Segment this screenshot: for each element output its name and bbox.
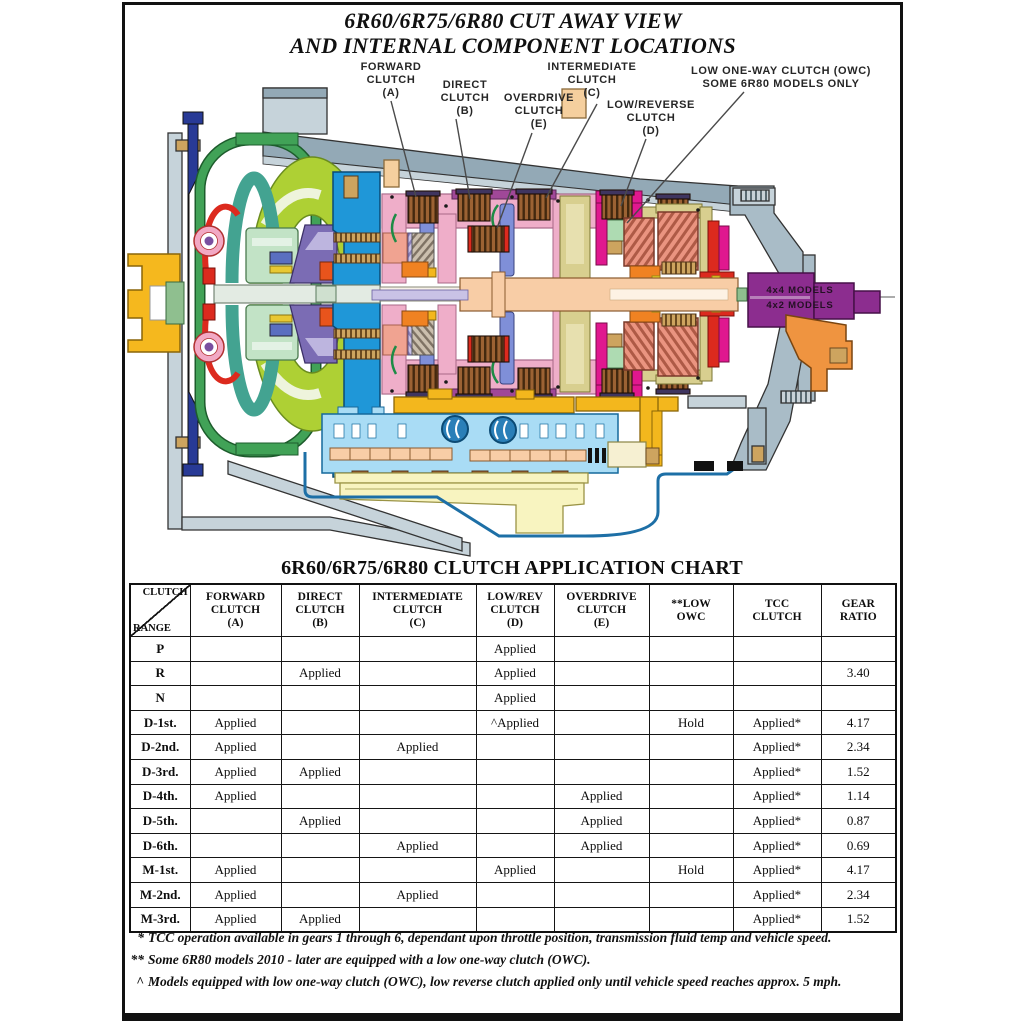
callout-line: FORWARD (360, 61, 422, 73)
application-cell: 1.52 (821, 759, 896, 784)
callout-intermediate (548, 61, 637, 100)
footnote-text: Some 6R80 models 2010 - later are equipped with a low one-way clutch (OWC). (148, 952, 591, 967)
application-cell (649, 784, 733, 809)
bracket-bushing (830, 348, 847, 363)
application-cell (649, 882, 733, 907)
footnote-line (126, 930, 904, 946)
application-cell: ^Applied (476, 710, 554, 735)
table-row (130, 882, 896, 907)
application-cell: Applied (476, 661, 554, 686)
application-cell (281, 784, 359, 809)
application-cell: Applied (190, 735, 281, 760)
application-cell (359, 784, 476, 809)
column-header: GEAR RATIO (821, 584, 896, 637)
callout-line: (A) (382, 87, 400, 99)
application-cell (281, 858, 359, 883)
column-header: FORWARD CLUTCH (A) (190, 584, 281, 637)
callout-line: CLUTCH (366, 74, 416, 86)
table-row (130, 809, 896, 834)
application-cell: Applied (281, 759, 359, 784)
footnote-marker: ** (130, 952, 144, 967)
application-cell (281, 833, 359, 858)
callout-line: DIRECT (442, 79, 488, 91)
application-cell: Applied (476, 686, 554, 711)
application-cell (190, 809, 281, 834)
application-cell (649, 809, 733, 834)
callout-line: SOME 6R80 MODELS ONLY (702, 78, 860, 90)
application-cell (649, 686, 733, 711)
table-row (130, 735, 896, 760)
footnote-line (126, 974, 904, 990)
application-cell: Applied (554, 833, 649, 858)
callout-line: LOW/REVERSE (607, 99, 695, 111)
application-cell: Applied (281, 661, 359, 686)
callout-line: CLUTCH (567, 74, 617, 86)
clutch-application-table (129, 583, 897, 933)
footnote-line (126, 952, 904, 968)
application-cell (476, 759, 554, 784)
table-row (130, 710, 896, 735)
application-cell: Applied (554, 809, 649, 834)
application-cell: Applied* (733, 784, 821, 809)
range-cell: D-5th. (130, 809, 190, 834)
application-cell (554, 759, 649, 784)
application-cell (359, 907, 476, 932)
callout-line: (D) (642, 125, 660, 137)
application-cell (281, 710, 359, 735)
application-cell: Applied (190, 907, 281, 932)
application-cell (649, 637, 733, 662)
chart-title: 6R60/6R75/6R80 CLUTCH APPLICATION CHART (281, 557, 743, 579)
application-cell (554, 858, 649, 883)
callout-owc (691, 65, 871, 91)
application-cell (649, 759, 733, 784)
oil-pan (335, 473, 588, 533)
table-row (130, 661, 896, 686)
range-cell: N (130, 686, 190, 711)
callout-line: CLUTCH (440, 92, 490, 104)
application-cell (359, 710, 476, 735)
application-cell: Applied* (733, 858, 821, 883)
callout-line: INTERMEDIATE (547, 61, 637, 73)
application-cell: 4.17 (821, 858, 896, 883)
application-cell (554, 710, 649, 735)
callout-low_reverse (607, 99, 695, 138)
range-cell: D-1st. (130, 710, 190, 735)
table-row (130, 907, 896, 932)
page-title-line2: AND INTERNAL COMPONENT LOCATIONS (290, 33, 736, 58)
range-cell: D-3rd. (130, 759, 190, 784)
callout-line: (E) (530, 118, 548, 130)
column-header: TCC CLUTCH (733, 584, 821, 637)
table-row (130, 784, 896, 809)
table-row (130, 637, 896, 662)
application-cell (554, 661, 649, 686)
footnote-marker: * (137, 930, 144, 945)
application-cell: 4.17 (821, 710, 896, 735)
callout-line: OVERDRIVE (503, 92, 575, 104)
application-cell (733, 661, 821, 686)
range-cell: D-4th. (130, 784, 190, 809)
application-cell (359, 858, 476, 883)
range-cell: M-1st. (130, 858, 190, 883)
callout-forward (361, 61, 422, 100)
flexplate-and-flange (128, 112, 203, 476)
application-cell (821, 637, 896, 662)
application-cell: Applied* (733, 759, 821, 784)
table-row (130, 833, 896, 858)
callout-line: (B) (456, 105, 474, 117)
application-cell (476, 784, 554, 809)
page-title-line1: 6R60/6R75/6R80 CUT AWAY VIEW (344, 8, 682, 33)
table-header-row (130, 584, 896, 637)
application-cell: Applied* (733, 735, 821, 760)
table-row (130, 858, 896, 883)
application-cell (554, 637, 649, 662)
application-cell (476, 882, 554, 907)
callout-line: (C) (583, 87, 601, 99)
application-cell: 1.52 (821, 907, 896, 932)
corner-cell (130, 584, 190, 637)
application-cell (733, 637, 821, 662)
range-cell: D-2nd. (130, 735, 190, 760)
application-cell (649, 735, 733, 760)
application-cell: Applied (281, 907, 359, 932)
application-cell: Applied (476, 858, 554, 883)
shaft-label-4x2: 4x2 MODELS (766, 300, 834, 311)
application-cell (190, 686, 281, 711)
application-cell (190, 661, 281, 686)
table-row (130, 759, 896, 784)
application-cell (359, 686, 476, 711)
application-cell (554, 907, 649, 932)
application-cell: 3.40 (821, 661, 896, 686)
callout-line: CLUTCH (514, 105, 564, 117)
application-cell: Applied (554, 784, 649, 809)
application-cell (359, 661, 476, 686)
application-cell (476, 809, 554, 834)
shaft-label-4x4: 4x4 MODELS (766, 285, 834, 296)
application-cell (190, 833, 281, 858)
application-cell: Applied (281, 809, 359, 834)
application-cell: 1.14 (821, 784, 896, 809)
footnote-text: Models equipped with low one-way clutch (OWC), low reverse clutch applied only until vehicle speed reaches approx. 5 mph. (148, 974, 842, 989)
application-cell: Applied* (733, 882, 821, 907)
callout-line: LOW ONE-WAY CLUTCH (OWC) (691, 65, 871, 77)
application-cell: Applied (190, 882, 281, 907)
page-title (133, 8, 893, 58)
application-cell: Applied* (733, 809, 821, 834)
application-cell (821, 686, 896, 711)
application-cell: Applied (359, 833, 476, 858)
callout-line: CLUTCH (626, 112, 676, 124)
application-cell: Applied (476, 637, 554, 662)
application-cell (476, 833, 554, 858)
application-cell: 2.34 (821, 882, 896, 907)
application-cell: Applied (359, 735, 476, 760)
range-cell: D-6th. (130, 833, 190, 858)
application-cell (359, 759, 476, 784)
callout-direct (441, 79, 490, 118)
application-cell (476, 735, 554, 760)
application-cell: Applied (190, 784, 281, 809)
application-cell (649, 833, 733, 858)
application-cell: 0.69 (821, 833, 896, 858)
application-cell: Hold (649, 858, 733, 883)
application-cell: Applied (190, 858, 281, 883)
application-cell (554, 882, 649, 907)
column-header: **LOW OWC (649, 584, 733, 637)
table-row (130, 686, 896, 711)
application-cell (649, 907, 733, 932)
range-cell: M-2nd. (130, 882, 190, 907)
column-header: OVERDRIVE CLUTCH (E) (554, 584, 649, 637)
application-cell (359, 809, 476, 834)
application-cell (359, 637, 476, 662)
application-cell: Applied* (733, 710, 821, 735)
column-header: INTERMEDIATE CLUTCH (C) (359, 584, 476, 637)
application-cell: 2.34 (821, 735, 896, 760)
application-cell: Applied (190, 710, 281, 735)
application-cell: Hold (649, 710, 733, 735)
application-cell (281, 735, 359, 760)
range-cell: R (130, 661, 190, 686)
column-header: DIRECT CLUTCH (B) (281, 584, 359, 637)
application-cell (476, 907, 554, 932)
application-cell: Applied* (733, 833, 821, 858)
application-cell: Applied* (733, 907, 821, 932)
footnote-text: TCC operation available in gears 1 through 6, dependant upon throttle position, transmission fluid temp and vehicle speed. (148, 930, 832, 945)
corner-range-label: RANGE (133, 623, 171, 634)
application-cell (733, 686, 821, 711)
application-cell: 0.87 (821, 809, 896, 834)
footnote-marker: ^ (136, 974, 144, 989)
column-header: LOW/REV CLUTCH (D) (476, 584, 554, 637)
application-cell (281, 882, 359, 907)
application-cell (281, 637, 359, 662)
application-cell: Applied (359, 882, 476, 907)
application-cell (554, 735, 649, 760)
corner-clutch-label: CLUTCH (142, 587, 188, 598)
application-cell (281, 686, 359, 711)
output-shaft-purple (748, 273, 880, 327)
application-cell (649, 661, 733, 686)
application-cell (554, 686, 649, 711)
range-cell: P (130, 637, 190, 662)
application-cell: Applied (190, 759, 281, 784)
application-cell (190, 637, 281, 662)
range-cell: M-3rd. (130, 907, 190, 932)
